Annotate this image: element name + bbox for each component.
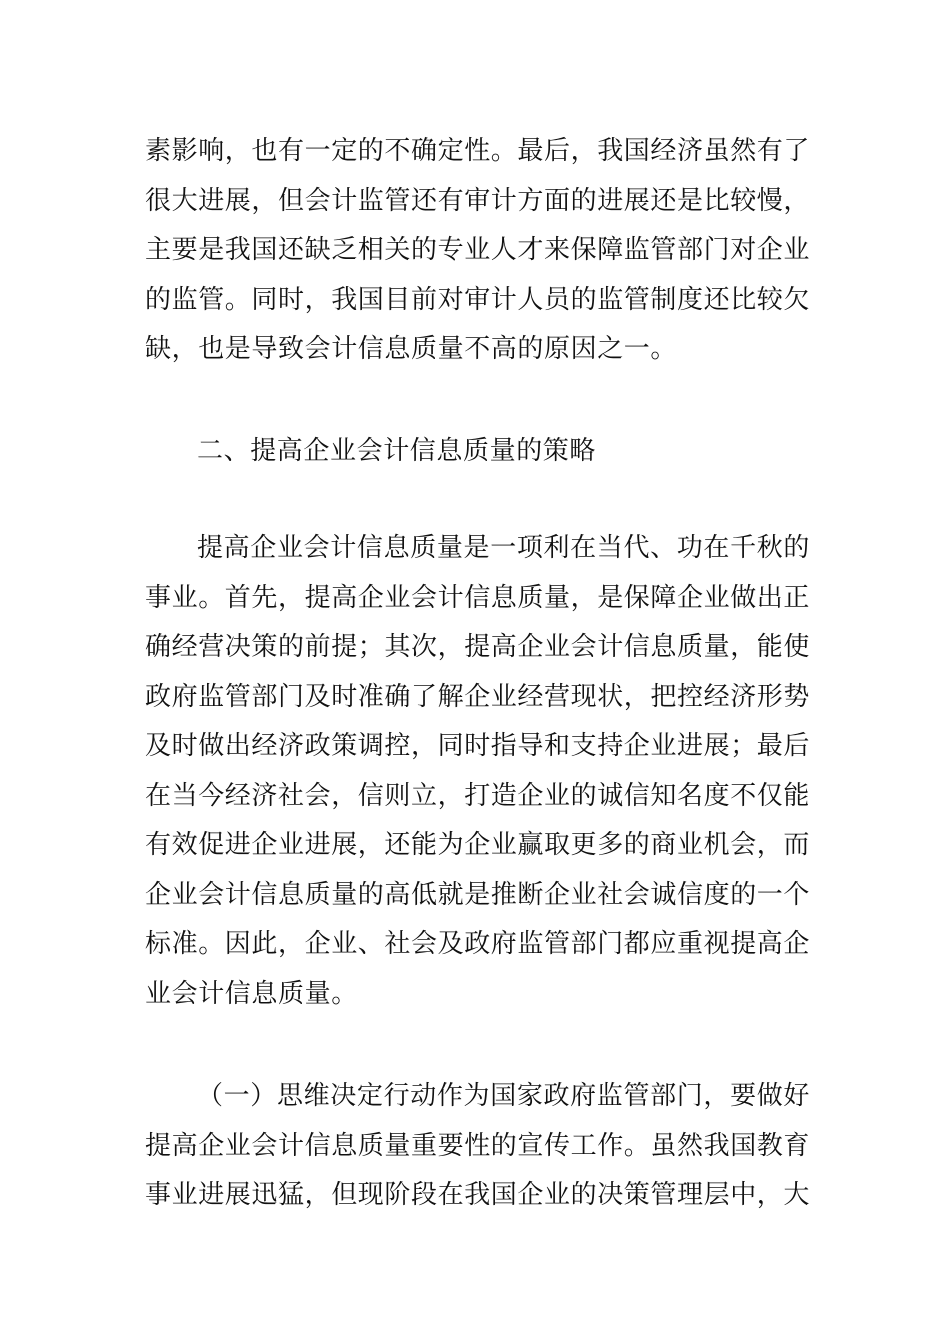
- paragraph-line: 素影响，也有一定的不确定性。最后，我国经济虽然有了: [145, 136, 810, 166]
- paragraph-subsection-one: [145, 1072, 810, 1221]
- paragraph-line: 缺，也是导致会计信息质量不高的原因之一。: [145, 334, 678, 364]
- paragraph-line: 业会计信息质量。: [145, 978, 358, 1009]
- paragraph-line: （一）思维决定行动作为国家政府监管部门，要做好: [197, 1081, 810, 1111]
- paragraph-line: 在当今经济社会，信则立，打造企业的诚信知名度不仅能: [145, 780, 810, 811]
- paragraph-line: 事业进展迅猛，但现阶段在我国企业的决策管理层中，大: [145, 1180, 810, 1210]
- paragraph-continued: [145, 127, 810, 375]
- paragraph-strategy-intro: [145, 524, 810, 1019]
- paragraph-line: 事业。首先，提高企业会计信息质量，是保障企业做出正: [145, 582, 810, 613]
- paragraph-line: 提高企业会计信息质量是一项利在当代、功在千秋的: [197, 533, 810, 563]
- section-heading: 二、提高企业会计信息质量的策略: [197, 436, 597, 466]
- paragraph-line: 确经营决策的前提；其次，提高企业会计信息质量，能使: [145, 632, 810, 662]
- paragraph-line: 及时做出经济政策调控，同时指导和支持企业进展；最后: [145, 731, 810, 761]
- paragraph-line: 很大进展，但会计监管还有审计方面的进展还是比较慢，: [145, 185, 810, 216]
- paragraph-line: 提高企业会计信息质量重要性的宣传工作。虽然我国教育: [145, 1130, 810, 1161]
- paragraph-line: 主要是我国还缺乏相关的专业人才来保障监管部门对企业: [145, 235, 810, 265]
- paragraph-line: 标准。因此，企业、社会及政府监管部门都应重视提高企: [145, 929, 810, 959]
- paragraph-line: 的监管。同时，我国目前对审计人员的监管制度还比较欠: [145, 284, 810, 315]
- paragraph-line: 有效促进企业进展，还能为企业赢取更多的商业机会，而: [145, 830, 810, 860]
- paragraph-line: 政府监管部门及时准确了解企业经营现状，把控经济形势: [145, 681, 810, 712]
- paragraph-line: 企业会计信息质量的高低就是推断企业社会诚信度的一个: [145, 879, 810, 910]
